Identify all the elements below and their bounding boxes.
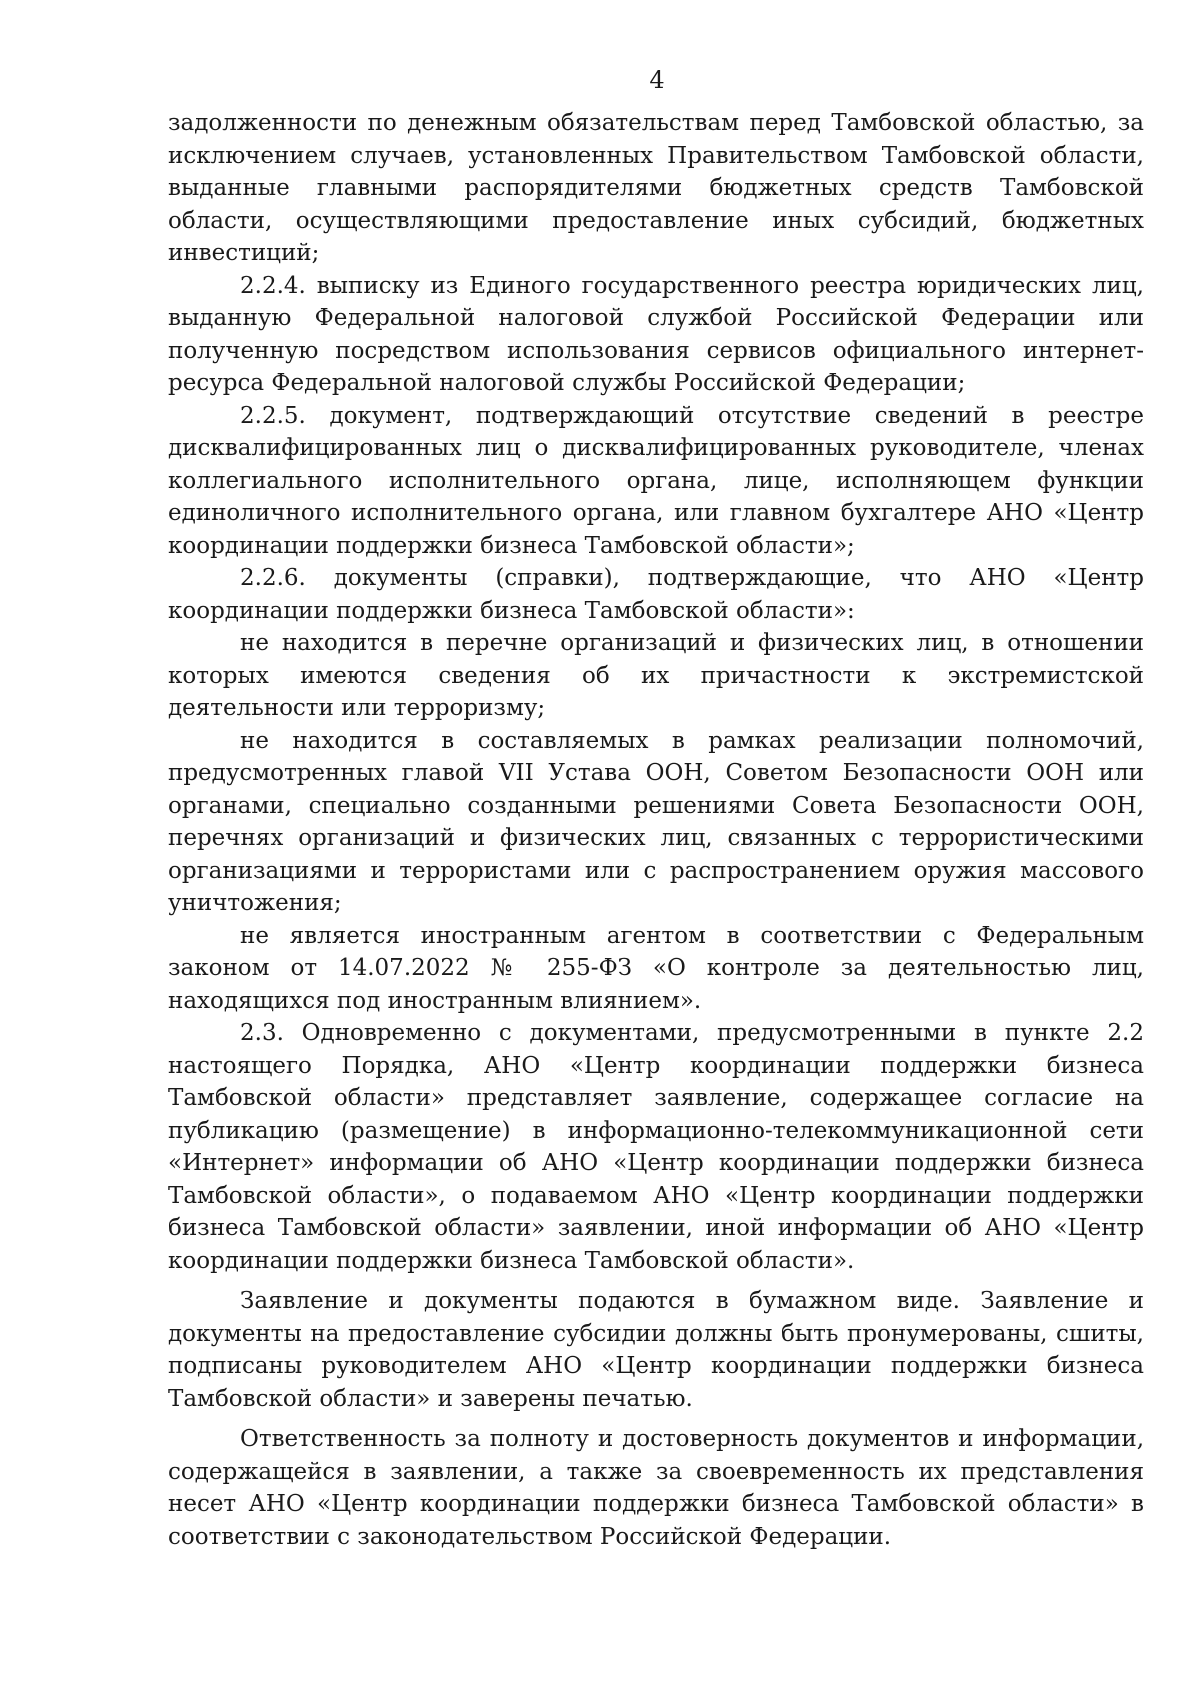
paragraph-2-3: 2.3. Одновременно с документами, предусмотренными в пункте 2.2 настоящего Порядка, АНО «Центр координации поддержки бизнеса Тамбовской области» представляет заявление, содержащее согласие на публикацию (размещение) в информационно-телекоммуникационной сети «Интернет» информации об АНО «Центр координации поддержки бизнеса Тамбовской области», о подаваемом АНО «Центр координации поддержки бизнеса Тамбовской области» заявлении, иной информации об АНО «Центр координации поддержки бизнеса Тамбовской области». <box>168 1020 1144 1274</box>
paragraph-extremism-list: не находится в перечне организаций и физических лиц, в отношении которых имеются сведения об их причастности к экстремистской деятельности или терроризму; <box>168 630 1144 721</box>
paragraph-paper-submission: Заявление и документы подаются в бумажном виде. Заявление и документы на предоставление субсидии должны быть пронумерованы, сшиты, подписаны руководителем АНО «Центр координации поддержки бизнеса Тамбовской области» и заверены печатью. <box>168 1288 1144 1412</box>
page-number: 4 <box>649 66 665 94</box>
paragraph-2-2-4: 2.2.4. выписку из Единого государственного реестра юридических лиц, выданную Федеральной налоговой службой Российской Федерации или полученную посредством использования сервисов официального интернет-ресурса Федеральной налоговой службы Российской Федерации; <box>168 272 1144 396</box>
paragraph-un-sanctions-list: не находится в составляемых в рамках реализации полномочий, предусмотренных главой VII Устава ООН, Советом Безопасности ООН или органами, специально созданными решениями Совета Безопасности ООН, перечнях организаций и физических лиц, связанных с террористическими организациями и террористами или с распространением оружия массового уничтожения; <box>168 727 1144 916</box>
paragraph-debt-certificates-end: задолженности по денежным обязательствам перед Тамбовской областью, за исключением случаев, установленных Правительством Тамбовской области, выданные главными распорядителями бюджетных средств Тамбовской области, осуществляющими предоставление иных субсидий, бюджетных инвестиций; <box>168 110 1144 266</box>
paragraph-responsibility: Ответственность за полноту и достоверность документов и информации, содержащейся в заявлении, а также за своевременность их представления несет АНО «Центр координации поддержки бизнеса Тамбовской области» в соответствии с законодательством Российской Федерации. <box>168 1426 1144 1550</box>
paragraph-2-2-5: 2.2.5. документ, подтверждающий отсутствие сведений в реестре дисквалифицированных лиц о дисквалифицированных руководителе, членах коллегиального исполнительного органа, лице, исполняющем функции единоличного исполнительного органа, или главном бухгалтере АНО «Центр координации поддержки бизнеса Тамбовской области»; <box>168 402 1144 559</box>
paragraph-2-2-6: 2.2.6. документы (справки), подтверждающие, что АНО «Центр координации поддержки бизнеса Тамбовской области»: <box>168 565 1144 624</box>
paragraph-foreign-agent: не является иностранным агентом в соответствии с Федеральным законом от 14.07.2022 № 255-ФЗ «О контроле за деятельностью лиц, находящихся под иностранным влиянием». <box>168 922 1144 1014</box>
document-body <box>168 107 1144 1553</box>
